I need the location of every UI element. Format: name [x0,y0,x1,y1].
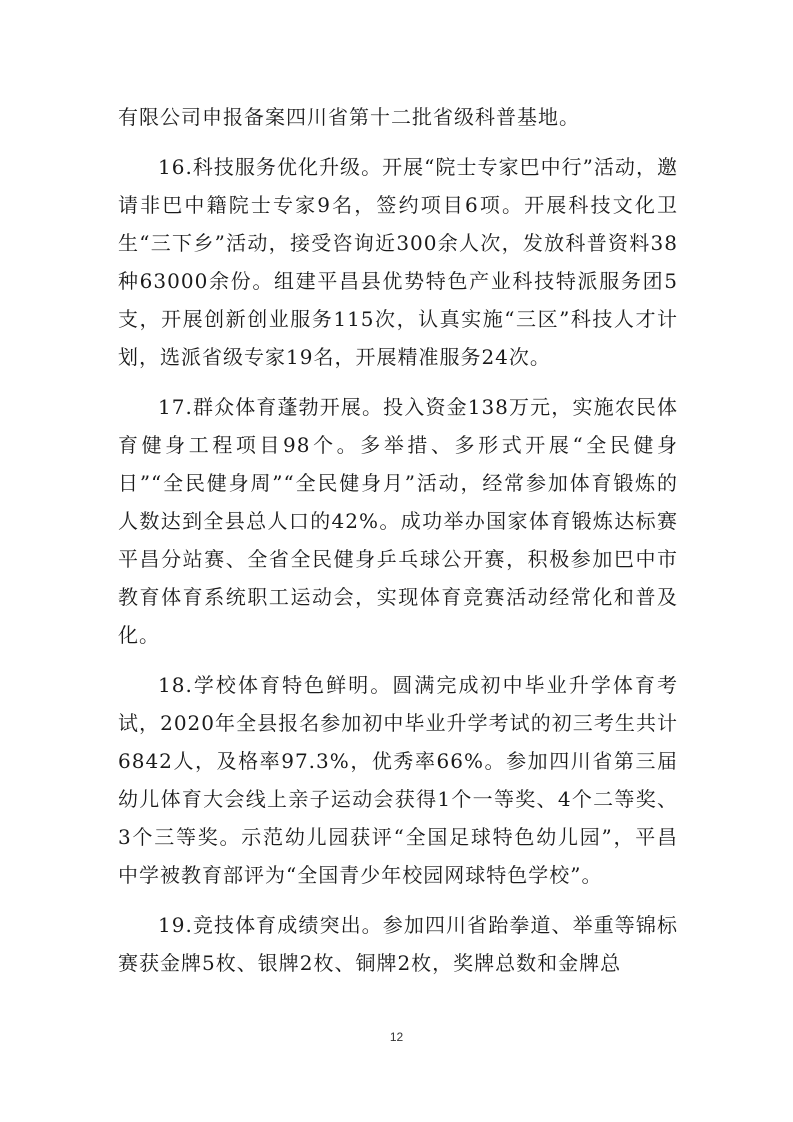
paragraph-19: 19.竞技体育成绩突出。参加四川省跆拳道、举重等锦标赛获金牌5枚、银牌2枚、铜牌2枚，奖牌总数和金牌总 [118,913,678,975]
paragraph-18: 18.学校体育特色鲜明。圆满完成初中毕业升学体育考试，2020年全县报名参加初中毕业升学考试的初三考生共计6842人，及格率97.3%，优秀率66%。参加四川省第三届幼儿体育大会线上亲子运动会获得1个一等奖、4个二等奖、3个三等奖。示范幼儿园获评“全国足球特色幼儿园”，平昌中学被教育部评为“全国青少年校园网球特色学校”。 [118,673,678,887]
paragraph-16: 16.科技服务优化升级。开展“院士专家巴中行”活动，邀请非巴中籍院士专家9名，签约项目6项。开展科技文化卫生“三下乡”活动，接受咨询近300余人次，发放科普资料38种63000余份。组建平昌县优势特色产业科技特派服务团5支，开展创新创业服务115次，认真实施“三区”科技人才计划，选派省级专家19名，开展精准服务24次。 [118,155,678,369]
body-text [118,98,678,982]
page-number: 12 [389,1030,404,1044]
paragraph-17: 17.群众体育蓬勃开展。投入资金138万元，实施农民体育健身工程项目98个。多举措、多形式开展“全民健身日”“全民健身周”“全民健身月”活动，经常参加体育锻炼的人数达到全县总人口的42%。成功举办国家体育锻炼达标赛平昌分站赛、全省全民健身乒乓球公开赛，积极参加巴中市教育体育系统职工运动会，实现体育竞赛活动经常化和普及化。 [118,395,678,647]
paragraph-continuation: 有限公司申报备案四川省第十二批省级科普基地。 [118,105,580,129]
